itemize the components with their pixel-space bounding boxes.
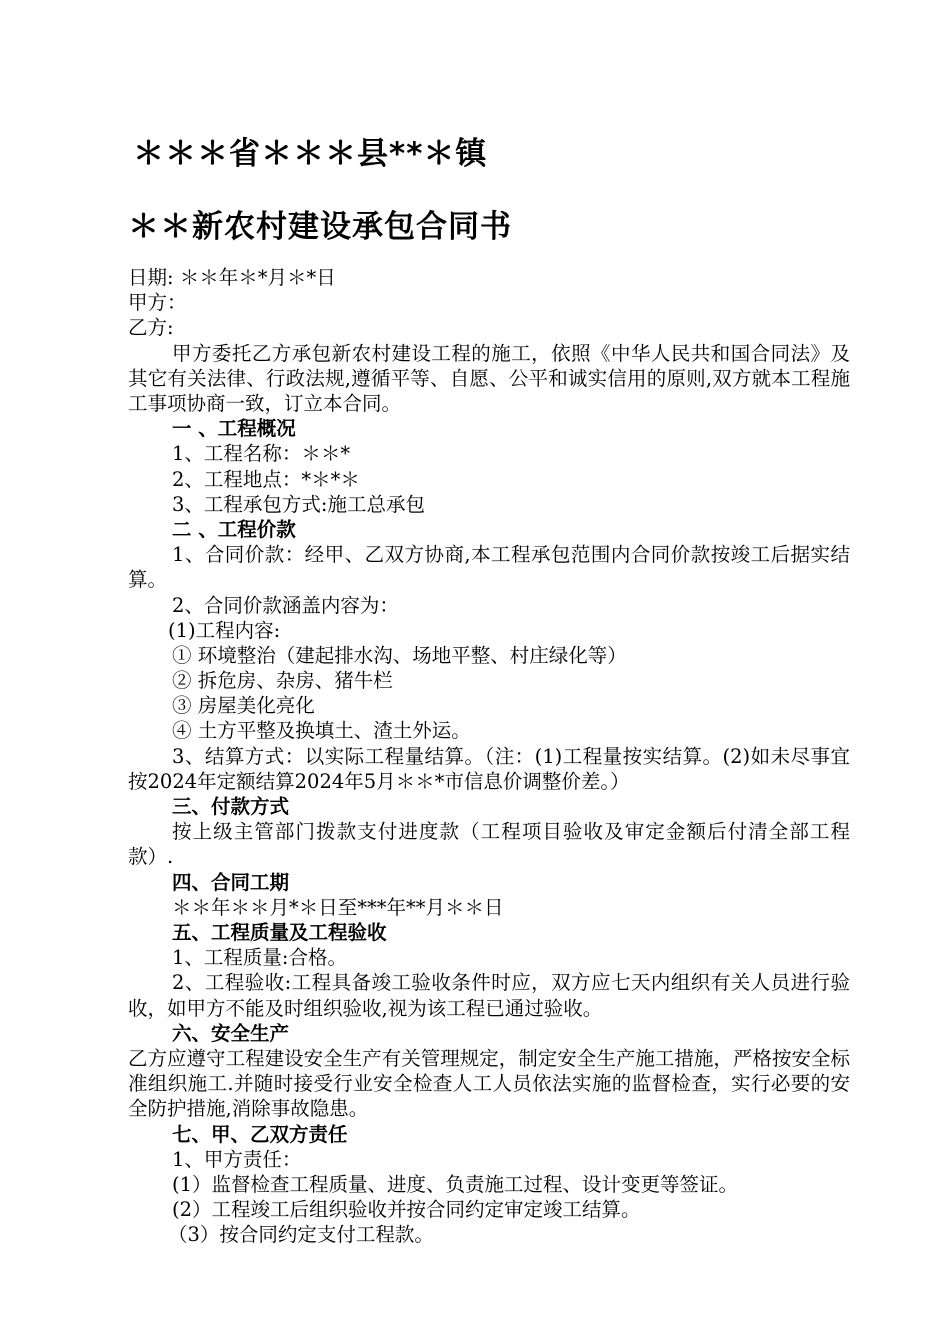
section-heading: 七、甲、乙双方责任 (172, 1122, 348, 1146)
document-title: ＊＊新农村建设承包合同书 (128, 209, 512, 245)
paragraph: 2、合同价款涵盖内容为： (172, 593, 399, 617)
section-heading: 四、合同工期 (172, 870, 290, 894)
list-item: (1）监督检查工程质量、进度、负责施工过程、设计变更等签证。 (172, 1172, 739, 1196)
document-body (128, 265, 850, 1248)
list-item: （3）按合同约定支付工程款。 (168, 1223, 434, 1247)
list-item: 2、工程地点：*＊*＊ (172, 467, 360, 491)
paragraph: 2、工程验收:工程具备竣工验收条件时应，双方应七天内组织有关人员进行验收，如甲方不能及时组织验收,视为该工程已通过验收。 (128, 971, 850, 1020)
paragraph: (1)工程内容: (168, 618, 281, 642)
list-item: ④ 土方平整及换填土、渣土外运。 (172, 719, 471, 743)
list-item: 3、工程承包方式:施工总承包 (172, 492, 425, 516)
section-heading: 一 、工程概况 (172, 417, 296, 441)
paragraph: ＊＊年＊＊月*＊日至***年**月＊＊日 (172, 895, 504, 919)
paragraph: 1、合同价款：经甲、乙双方协商,本工程承包范围内合同价款按竣工后据实结算。 (128, 543, 850, 592)
party-b-line: 乙方: (128, 316, 174, 340)
paragraph: 3、结算方式：以实际工程量结算。（注：(1)工程量按实结算。(2)如未尽事宜按2024年定额结算2024年5月＊＊*市信息价调整价差。） (128, 744, 850, 793)
list-item: ③ 房屋美化亮化 (172, 694, 315, 718)
list-item: ② 拆危房、杂房、猪牛栏 (172, 669, 393, 693)
list-item: (2）工程竣工后组织验收并按合同约定审定竣工结算。 (172, 1198, 641, 1222)
party-a-line: 甲方： (128, 291, 187, 315)
paragraph: 乙方应遵守工程建设安全生产有关管理规定，制定安全生产施工措施，严格按安全标准组织施工.并随时接受行业安全检查人工人员依法实施的监督检查，实行必要的安全防护措施,消除事故隐患。 (128, 1046, 850, 1121)
paragraph: 1、工程质量:合格。 (172, 946, 347, 970)
date-line: 日期: ＊＊年＊*月＊*日 (128, 266, 336, 289)
section-heading: 五、工程质量及工程验收 (172, 921, 387, 945)
document-title-location: ＊＊＊省＊＊＊县**＊镇 (133, 136, 488, 172)
paragraph: 按上级主管部门拨款支付进度款（工程项目验收及审定金额后付清全部工程款）. (128, 820, 850, 869)
list-item: 1、工程名称：＊＊* (172, 442, 351, 466)
intro-paragraph: 甲方委托乙方承包新农村建设工程的施工，依照《中华人民共和国合同法》及其它有关法律、行政法规,遵循平等、自愿、公平和诚实信用的原则,双方就本工程施工事项协商一致，订立本合同。 (128, 341, 850, 415)
section-heading: 六、安全生产 (172, 1021, 290, 1045)
section-heading: 三、付款方式 (172, 795, 290, 819)
paragraph: 1、甲方责任： (172, 1147, 302, 1171)
list-item: ① 环境整治（建起排水沟、场地平整、村庄绿化等） (172, 643, 627, 667)
section-heading: 二 、工程价款 (172, 517, 296, 541)
